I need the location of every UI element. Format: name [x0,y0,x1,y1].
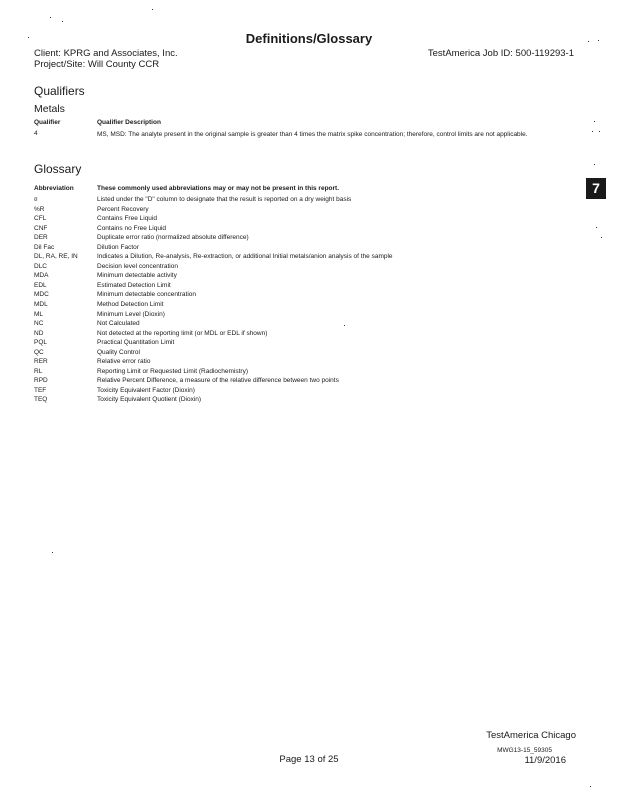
glossary-abbreviation: TEQ [34,396,48,404]
scan-speck [28,37,29,38]
glossary-abbreviation: ND [34,329,44,337]
glossary-row [34,376,574,386]
scan-speck [590,786,591,787]
glossary-row [34,357,574,367]
scan-speck [344,325,345,326]
project-site: Project/Site: Will County CCR [34,59,160,70]
glossary-row [34,214,574,224]
glossary-description: Reporting Limit or Requested Limit (Radiochemistry) [97,367,249,375]
glossary-row [34,319,574,329]
glossary-description: Estimated Detection Limit [97,281,171,289]
qualifier-column-header: Qualifier [34,119,61,126]
glossary-abbreviation: ¤ [34,196,38,203]
glossary-description: Toxicity Equivalent Factor (Dioxin) [97,386,195,394]
glossary-description: Toxicity Equivalent Quotient (Dioxin) [97,396,202,404]
scan-speck [592,131,593,132]
glossary-row [34,281,574,291]
scan-speck [601,237,602,238]
glossary-description: Dilution Factor [97,243,139,251]
scan-speck [599,131,600,132]
glossary-description: Method Detection Limit [97,301,164,309]
scan-speck [598,40,599,41]
glossary-description: Duplicate error ratio (normalized absolute difference) [97,234,249,242]
client-name: Client: KPRG and Associates, Inc. [34,48,178,59]
glossary-abbreviation: DL, RA, RE, IN [34,253,78,261]
glossary-abbreviation: EDL [34,281,47,289]
glossary-row [34,367,574,377]
glossary-description: Not detected at the reporting limit (or MDL or EDL if shown) [97,329,268,337]
glossary-row [34,300,574,310]
glossary-abbreviation: CFL [34,215,47,223]
glossary-description: Listed under the "D" column to designate that the result is reported on a dry weight basis [97,196,352,203]
footer-lab-name: TestAmerica Chicago [486,730,576,741]
glossary-description: Contains no Free Liquid [97,224,167,232]
scan-speck [50,17,51,18]
glossary-description: Relative Percent Difference, a measure of the relative difference between two points [97,377,339,385]
scan-speck [594,164,595,165]
glossary-row [34,329,574,339]
glossary-abbreviation: NC [34,320,44,328]
glossary-abbreviation: MDA [34,272,49,280]
glossary-row [34,205,574,215]
glossary-row [34,224,574,234]
scan-speck [152,9,153,10]
glossary-abbreviation: PQL [34,339,48,347]
qualifier-code: 4 [34,130,38,137]
glossary-row [34,195,574,205]
qualifiers-heading: Qualifiers [34,84,85,98]
section-tab-marker: 7 [586,178,606,199]
glossary-description: Minimum Level (Dioxin) [97,310,165,318]
scan-speck [594,121,595,122]
glossary-abbreviation: MDL [34,301,48,309]
glossary-row [34,395,574,405]
glossary-description: Quality Control [97,348,140,356]
glossary-abbreviation: ML [34,310,44,318]
glossary-description: Not Calculated [97,320,140,328]
glossary-abbreviation: %R [34,205,45,213]
page-number: Page 13 of 25 [279,754,339,765]
qualifier-description: MS, MSD: The analyte present in the original sample is greater than 4 times the matrix spike concentration; therefore, control limits are not applicable. [97,131,528,138]
glossary-row [34,252,574,262]
glossary-row [34,262,574,272]
job-id: TestAmerica Job ID: 500-119293-1 [427,48,574,59]
glossary-description: Minimum detectable concentration [97,291,196,299]
glossary-heading: Glossary [34,162,82,176]
glossary-abbreviation: DER [34,234,48,242]
glossary-row [34,271,574,281]
glossary-description: Percent Recovery [97,205,149,213]
scan-speck [52,552,53,553]
metals-subheading: Metals [34,103,65,115]
glossary-description: Contains Free Liquid [97,215,157,223]
glossary-row [34,233,574,243]
scan-speck [588,41,589,42]
abbreviation-column-header: Abbreviation [34,185,74,192]
glossary-row [34,243,574,253]
glossary-abbreviation: DLC [34,262,48,270]
glossary-abbreviation: CNF [34,224,48,232]
glossary-description: Practical Quantitation Limit [97,339,175,347]
glossary-table [34,195,574,405]
footer-date: 11/9/2016 [524,755,566,766]
glossary-abbreviation: QC [34,348,44,356]
glossary-row [34,386,574,396]
glossary-abbreviation: Dil Fac [34,243,55,251]
glossary-abbreviation: RPD [34,377,48,385]
glossary-description: Decision level concentration [97,262,178,270]
glossary-abbreviation: MDC [34,291,49,299]
glossary-row [34,338,574,348]
footer-reference-code: MWG13-15_59305 [497,747,552,754]
qualifier-description-column-header: Qualifier Description [97,119,161,126]
glossary-row [34,348,574,358]
glossary-row [34,290,574,300]
glossary-abbreviation: RL [34,367,43,375]
glossary-abbreviation: RER [34,358,48,366]
scan-speck [62,21,63,22]
scan-speck [596,227,597,228]
glossary-description: Relative error ratio [97,358,151,366]
page-title: Definitions/Glossary [245,31,373,46]
glossary-row [34,310,574,320]
glossary-description: Indicates a Dilution, Re-analysis, Re-extraction, or additional Initial metals/anion analysis of the sample [97,253,393,261]
glossary-description-column-header: These commonly used abbreviations may or may not be present in this report. [97,185,340,192]
glossary-abbreviation: TEF [34,386,47,394]
glossary-description: Minimum detectable activity [97,272,177,280]
